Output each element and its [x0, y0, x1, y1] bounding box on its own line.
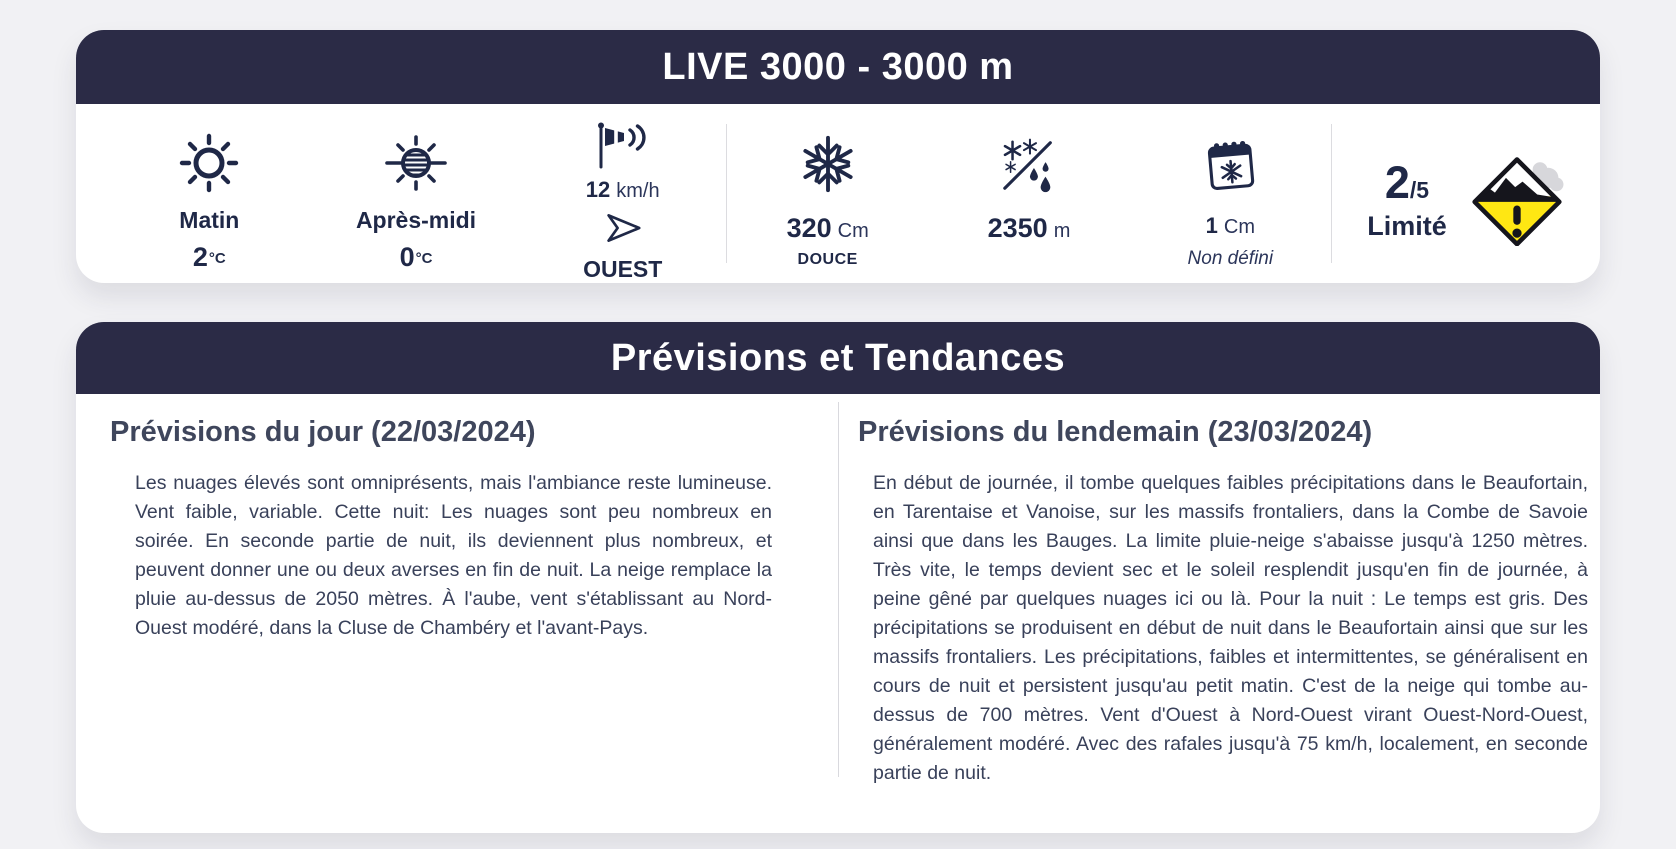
afternoon-label: Après-midi: [355, 207, 477, 233]
afternoon-column: [313, 104, 520, 283]
forecast-card-title: Prévisions et Tendances: [610, 336, 1066, 379]
morning-temp-value: 2: [192, 242, 208, 272]
live-card-body: [76, 104, 1600, 283]
forecast-card-header: [76, 322, 1600, 394]
afternoon-temp-value: 0: [399, 242, 415, 272]
live-card-header: [76, 30, 1600, 104]
forecast-tomorrow-text: En début de journée, il tombe quelques faibles précipitations dans le Beaufortain, en Tarentaise et Vanoise, sur les massifs frontaliers, dans la Combe de Savoie ainsi que dans les Bauges. La limite pluie-neige s'abaisse jusqu'à 1250 mètres. Très vite, le temps devient sec et le soleil resplendit jusqu'en fin de journée, à peine gêné par quelques nuages ici ou là. Pour la nuit : Le temps est gris. Des précipitations se produisent en début de nuit dans le Beaufortain ainsi que sur les massifs frontaliers. Les précipitations, faibles et intermittentes, se généralisent en cours de nuit et persistent jusqu'au petit matin. C'est de la neige qui tombe au-dessus de 700 mètres. Vent d'Ouest à Nord-Ouest virant Ouest-Nord-Ouest, généralement modéré. Avec des rafales jusqu'à 75 km/h, localement, en seconde partie de nuit.: [873, 471, 1588, 784]
wind-column: [519, 104, 726, 283]
rain-snow-limit-unit: m: [1053, 220, 1071, 242]
morning-column: [106, 104, 313, 283]
rain-snow-limit-value: 2350: [987, 213, 1048, 243]
forecast-card: [76, 322, 1600, 833]
fresh-snow-value-row: [1206, 213, 1255, 239]
forecast-card-body: [76, 394, 1600, 833]
snowflake-icon: [797, 133, 859, 195]
avalanche-risk-text: [1367, 157, 1447, 242]
snow-depth-value-row: [787, 213, 869, 244]
morning-icon-slot: [177, 117, 241, 197]
wind-direction-label: OUEST: [583, 256, 663, 282]
avalanche-risk-level: 2: [1384, 157, 1410, 208]
rain-snow-limit-value-row: [988, 213, 1071, 244]
fresh-snow-value: 1: [1205, 213, 1218, 238]
morning-temp-unit: °C: [208, 250, 226, 267]
wind-direction-arrow-icon: [602, 210, 644, 251]
avalanche-risk-column: [1332, 104, 1600, 283]
snow-group: [727, 104, 1331, 283]
fresh-snow-icon-slot: [1201, 117, 1259, 197]
fresh-snow-unit: Cm: [1223, 216, 1255, 238]
avalanche-risk-label: Limité: [1367, 211, 1447, 241]
afternoon-icon-slot: [384, 117, 448, 197]
forecast-today-column: [76, 394, 838, 807]
calendar-snowflake-icon: [1201, 137, 1259, 195]
snow-depth-icon-slot: [797, 117, 859, 197]
live-conditions-card: [76, 30, 1600, 283]
rain-snow-limit-icon: [998, 137, 1060, 195]
afternoon-temperature: [400, 242, 433, 273]
wind-icon-slot: [595, 117, 651, 173]
avalanche-risk-scale: /5: [1409, 177, 1430, 203]
live-card-title: LIVE 3000 - 3000 m: [662, 45, 1014, 88]
snow-quality-label: DOUCE: [797, 251, 858, 268]
snow-depth-value: 320: [786, 213, 832, 243]
avalanche-risk-score: [1367, 157, 1447, 209]
wind-speed: [586, 177, 660, 203]
fresh-snow-status: Non défini: [1187, 248, 1274, 269]
forecast-today-heading: Prévisions du jour (22/03/2024): [110, 416, 536, 448]
forecast-today-text: Les nuages élevés sont omniprésents, mais l'ambiance reste lumineuse. Vent faible, variable. Cette nuit: Les nuages sont peu nombreux en soirée. En seconde partie de nuit, ils deviennent plus nombreux, et peuvent donner une ou deux averses en fin de nuit. La neige remplace la pluie au-dessus de 2050 mètres. À l'aube, vent s'établissant au Nord-Ouest modéré, dans la Cluse de Chambéry et l'avant-Pays.: [135, 471, 772, 639]
hazy-sun-icon: [384, 131, 448, 195]
morning-temperature: [193, 242, 226, 273]
fresh-snow-column: [1130, 104, 1331, 283]
rain-snow-limit-column: [928, 104, 1129, 283]
wind-speed-unit: km/h: [616, 180, 660, 202]
afternoon-temp-unit: °C: [415, 250, 433, 267]
wind-speed-value: 12: [585, 177, 611, 202]
morning-label: Matin: [179, 207, 240, 233]
avalanche-risk-pictogram: [1469, 154, 1565, 246]
weather-group: [76, 104, 726, 283]
rain-snow-limit-icon-slot: [998, 117, 1060, 197]
windsock-icon: [595, 121, 651, 169]
sun-icon: [177, 131, 241, 195]
snow-depth-column: [727, 104, 928, 283]
snow-depth-unit: Cm: [837, 220, 869, 242]
forecast-tomorrow-column: [839, 394, 1600, 807]
forecast-tomorrow-heading: Prévisions du lendemain (23/03/2024): [858, 416, 1373, 448]
